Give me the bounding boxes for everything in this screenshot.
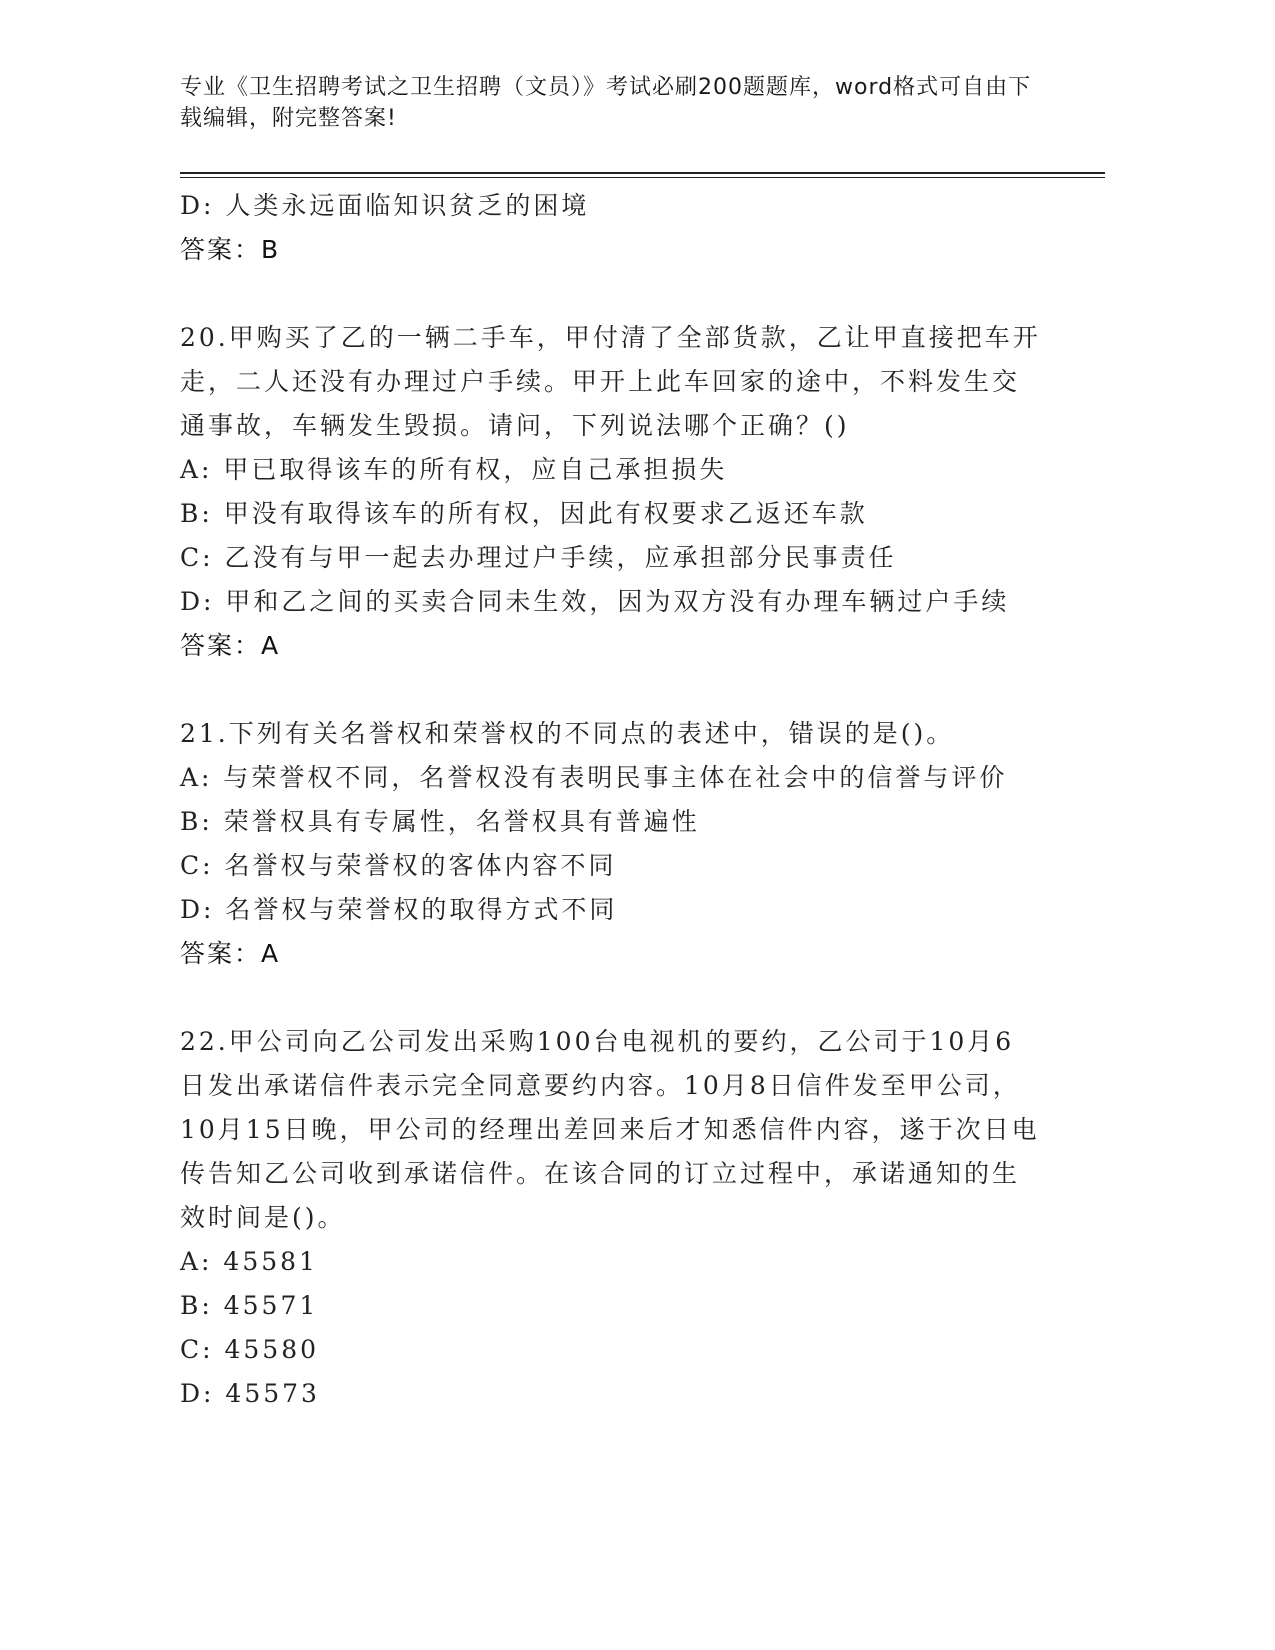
prev-option-d: D: 人类永远面临知识贫乏的困境	[180, 191, 590, 220]
option-a: A: 甲已取得该车的所有权，应自己承担损失	[180, 455, 728, 484]
question-22	[180, 1020, 1060, 1416]
question-line: 10月15日晚，甲公司的经理出差回来后才知悉信件内容，遂于次日电	[180, 1115, 1040, 1144]
question-21	[180, 712, 1060, 976]
prev-answer: 答案：B	[180, 235, 281, 264]
question-line: 通事故，车辆发生毁损。请问，下列说法哪个正确？()	[180, 411, 850, 440]
option-b: B: 荣誉权具有专属性，名誉权具有普遍性	[180, 807, 700, 836]
option-c: C: 乙没有与甲一起去办理过户手续，应承担部分民事责任	[180, 543, 897, 572]
option-c: C: 45580	[180, 1335, 320, 1364]
spacer	[180, 272, 1060, 316]
option-d: D: 45573	[180, 1379, 320, 1408]
question-line: 21.下列有关名誉权和荣誉权的不同点的表述中，错误的是()。	[180, 719, 955, 748]
option-c: C: 名誉权与荣誉权的客体内容不同	[180, 851, 617, 880]
question-line: 效时间是()。	[180, 1203, 346, 1232]
header-text: 专业《卫生招聘考试之卫生招聘（文员）》考试必刷200题题库，word格式可自由下载编辑，附完整答案!	[180, 75, 1032, 131]
option-d: D: 甲和乙之间的买卖合同未生效，因为双方没有办理车辆过户手续	[180, 587, 1010, 616]
answer: 答案：A	[180, 631, 281, 660]
option-b: B: 甲没有取得该车的所有权，因此有权要求乙返还车款	[180, 499, 868, 528]
question-20	[180, 316, 1060, 668]
spacer	[180, 668, 1060, 712]
header-divider	[180, 172, 1105, 178]
option-a: A: 45581	[180, 1247, 318, 1276]
document-body	[180, 184, 1060, 1416]
answer: 答案：A	[180, 939, 281, 968]
question-line: 日发出承诺信件表示完全同意要约内容。10月8日信件发至甲公司，	[180, 1071, 1021, 1100]
option-a: A: 与荣誉权不同，名誉权没有表明民事主体在社会中的信誉与评价	[180, 763, 1008, 792]
option-b: B: 45571	[180, 1291, 319, 1320]
page-header	[180, 72, 1040, 134]
question-line: 传告知乙公司收到承诺信件。在该合同的订立过程中，承诺通知的生	[180, 1159, 1021, 1188]
question-line: 22.甲公司向乙公司发出采购100台电视机的要约，乙公司于10月6	[180, 1027, 1015, 1056]
option-d: D: 名誉权与荣誉权的取得方式不同	[180, 895, 618, 924]
question-line: 走，二人还没有办理过户手续。甲开上此车回家的途中，不料发生交	[180, 367, 1021, 396]
question-line: 20.甲购买了乙的一辆二手车，甲付清了全部货款，乙让甲直接把车开	[180, 323, 1041, 352]
spacer	[180, 976, 1060, 1020]
